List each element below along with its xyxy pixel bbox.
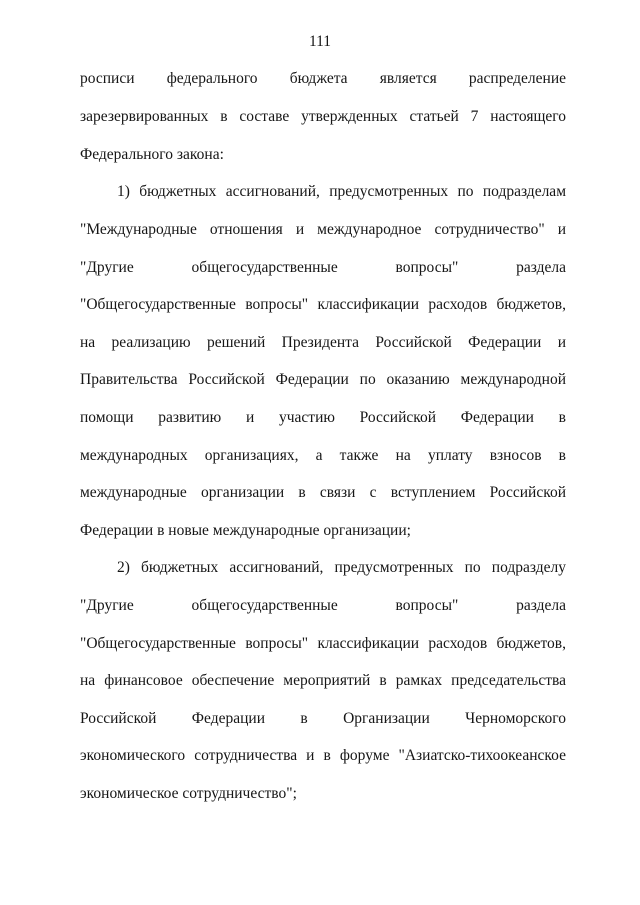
text-line: зарезервированных в составе утвержденных статьей 7 настоящего — [80, 108, 566, 125]
text-line: экономического сотрудничества и в форуме "Азиатско-тихоокеанское — [80, 747, 566, 764]
text-line: "Международные отношения и международное сотрудничество" и — [80, 221, 566, 238]
text-line: на реализацию решений Президента Российской Федерации и — [80, 334, 566, 351]
text-line: Федерации в новые международные организации; — [80, 522, 411, 539]
text-line: Правительства Российской Федерации по оказанию международной — [80, 371, 566, 388]
text-line: международные организации в связи с вступлением Российской — [80, 484, 566, 501]
text-line: Российской Федерации в Организации Черноморского — [80, 710, 566, 727]
text-line: международных организациях, а также на уплату взносов в — [80, 447, 566, 464]
text-line: "Другие общегосударственные вопросы" раздела — [80, 597, 566, 614]
text-line: "Общегосударственные вопросы" классификации расходов бюджетов, — [80, 635, 566, 652]
text-line: 1) бюджетных ассигнований, предусмотренных по подразделам — [117, 183, 566, 200]
page-number: 111 — [308, 33, 332, 50]
text-line: экономическое сотрудничество"; — [80, 785, 297, 802]
text-line: на финансовое обеспечение мероприятий в рамках председательства — [80, 672, 566, 689]
text-line: "Общегосударственные вопросы" классификации расходов бюджетов, — [80, 296, 566, 313]
text-line: Федерального закона: — [80, 146, 224, 163]
text-line: росписи федерального бюджета является распределение — [80, 70, 566, 87]
text-line: "Другие общегосударственные вопросы" раздела — [80, 259, 566, 276]
text-line: помощи развитию и участию Российской Федерации в — [80, 409, 566, 426]
text-line: 2) бюджетных ассигнований, предусмотренных по подразделу — [117, 559, 566, 576]
